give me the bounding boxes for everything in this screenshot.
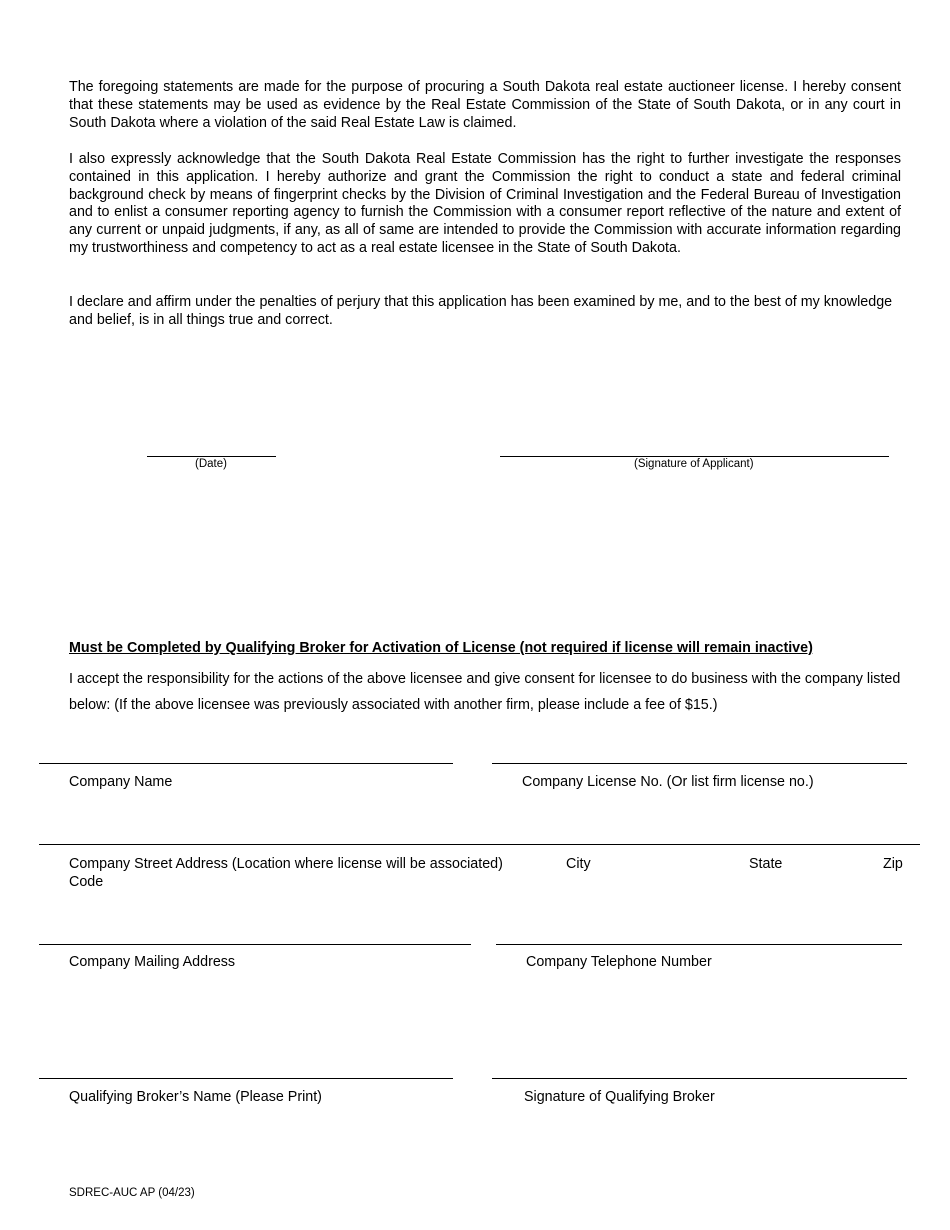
mailing-address-label: Company Mailing Address: [69, 954, 236, 970]
date-label: (Date): [195, 458, 227, 470]
company-name-line[interactable]: [39, 763, 453, 764]
zip-code-label: Code: [69, 874, 104, 890]
broker-signature-label: Signature of Qualifying Broker: [524, 1089, 715, 1105]
form-id: SDREC-AUC AP (04/23): [69, 1187, 195, 1199]
company-name-label: Company Name: [69, 774, 173, 790]
company-license-label: Company License No. (Or list firm license no.): [522, 774, 814, 790]
applicant-signature-label: (Signature of Applicant): [634, 458, 754, 470]
date-line[interactable]: [147, 456, 276, 457]
mailing-address-line[interactable]: [39, 944, 471, 945]
company-license-line[interactable]: [492, 763, 907, 764]
telephone-label: Company Telephone Number: [526, 954, 712, 970]
street-address-line[interactable]: [39, 844, 920, 845]
broker-name-label: Qualifying Broker’s Name (Please Print): [69, 1089, 322, 1105]
city-label: City: [566, 856, 591, 872]
acknowledgement-paragraph: I also expressly acknowledge that the South Dakota Real Estate Commission has the right to further investigate the responses contained in this application. I hereby authorize and grant the Commission the right to conduct a state and federal criminal background check by means of fingerprint checks by the Division of Criminal Investigation and the Federal Bureau of Investigation and to enlist a consumer reporting agency to furnish the Commission with a consumer report reflective of the nature and extent of any current or unpaid judgments, if any, as all of same are intended to provide the Commission with accurate information regarding my trustworthiness and competency to act as a real estate licensee in the State of South Dakota.: [69, 151, 901, 256]
applicant-signature-line[interactable]: [500, 456, 889, 457]
broker-accept-text: I accept the responsibility for the actions of the above licensee and give consent for licensee to do business with the company listed below: (If the above licensee was previously associated with another firm, please include a fee of $15.): [69, 671, 901, 713]
street-address-label: Company Street Address (Location where license will be associated): [69, 856, 503, 872]
zip-label: Zip: [883, 856, 903, 872]
broker-section-heading: Must be Completed by Qualifying Broker for Activation of License (not required if license will remain inactive): [69, 640, 813, 656]
state-label: State: [749, 856, 783, 872]
telephone-line[interactable]: [496, 944, 902, 945]
declaration-paragraph: I declare and affirm under the penalties of perjury that this application has been examined by me, and to the best of my knowledge and belief, is in all things true and correct.: [69, 294, 893, 328]
consent-paragraph: The foregoing statements are made for the purpose of procuring a South Dakota real estate auctioneer license. I hereby consent that these statements may be used as evidence by the Real Estate Commission of the State of South Dakota, or in any court in South Dakota where a violation of the said Real Estate Law is claimed.: [69, 79, 901, 131]
broker-name-line[interactable]: [39, 1078, 453, 1079]
broker-signature-line[interactable]: [492, 1078, 907, 1079]
